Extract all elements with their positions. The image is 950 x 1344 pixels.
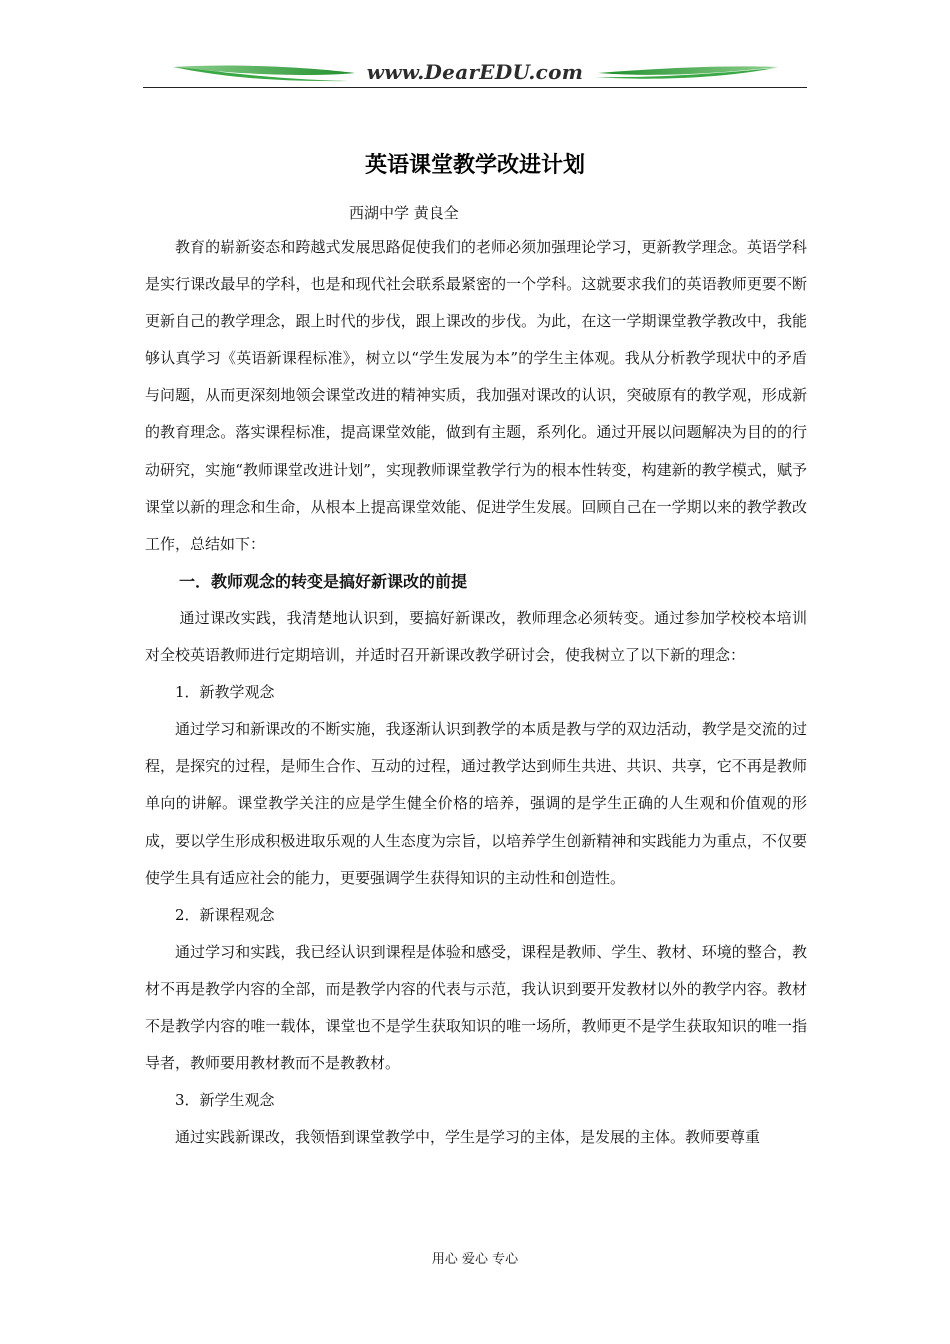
document-body xyxy=(145,229,807,1156)
author-line: 西湖中学 黄良全 xyxy=(349,204,459,222)
paragraph-curriculum-concept: 通过学习和实践，我已经认识到课程是体验和感受，课程是教师、学生、教材、环境的整合，教材不再是教学内容的全部，而是教学内容的代表与示范，我认识到要开发教材以外的教学内容。教材不是教学内容的唯一载体，课堂也不是学生获取知识的唯一场所，教师更不是学生获取知识的唯一指导者，教师要用教材教而不是教教材。 xyxy=(145,942,807,1073)
page-header xyxy=(143,58,807,90)
intro-paragraph: 教育的崭新姿态和跨越式发展思路促使我们的老师必须加强理论学习，更新教学理念。英语学科是实行课改最早的学科，也是和现代社会联系最紧密的一个学科。这就要求我们的英语教师更要不断更新自己的教学理念，跟上时代的步伐，跟上课改的步伐。为此，在这一学期课堂教学教改中，我能够认真学习《英语新课程标准》，树立以“学生发展为本”的学生主体观。我从分析教学现状中的矛盾与问题，从而更深刻地领会课堂改进的精神实质，我加强对课改的认识，突破原有的教学观，形成新的教育理念。落实课程标准，提高课堂效能，做到有主题，系列化。通过开展以问题解决为目的的行动研究，实施“教师课堂改进计划”，实现教师课堂教学行为的根本性转变，构建新的教学模式，赋予课堂以新的理念和生命，从根本上提高课堂效能、促进学生发展。回顾自己在一学期以来的教学教改工作，总结如下： xyxy=(145,238,807,553)
subheading-teaching-concept: 1．新教学观念 xyxy=(175,683,275,702)
subheading-student-concept: 3．新学生观念 xyxy=(175,1091,275,1110)
section-heading: 一．教师观念的转变是搞好新课改的前提 xyxy=(179,571,468,591)
page-footer: 用心 爱心 专心 xyxy=(431,1252,519,1267)
paragraph-teaching-concept: 通过学习和新课改的不断实施，我逐渐认识到教学的本质是教与学的双边活动，教学是交流的过程，是探究的过程，是师生合作、互动的过程，通过教学达到师生共进、共识、共享，它不再是教师单向的讲解。课堂教学关注的应是学生健全价格的培养，强调的是学生正确的人生观和价值观的形成，要以学生形成积极进取乐观的人生态度为宗旨，以培养学生创新精神和实践能力为重点，不仅要使学生具有适应社会的能力，更要强调学生获得知识的主动性和创造性。 xyxy=(145,720,807,887)
section-intro-paragraph: 通过课改实践，我清楚地认识到，要搞好新课改，教师理念必须转变。通过参加学校校本培训对全校英语教师进行定期培训，并适时召开新课改教学研讨会，使我树立了以下新的理念： xyxy=(145,608,807,665)
header-rule xyxy=(143,87,807,88)
subheading-curriculum-concept: 2．新课程观念 xyxy=(175,905,275,924)
paragraph-student-concept: 通过实践新课改，我领悟到课堂教学中，学生是学习的主体，是发展的主体。教师要尊重 xyxy=(175,1128,761,1147)
document-title: 英语课堂教学改进计划 xyxy=(364,153,585,178)
site-logo-text: www.DearEDU.com xyxy=(366,60,584,84)
